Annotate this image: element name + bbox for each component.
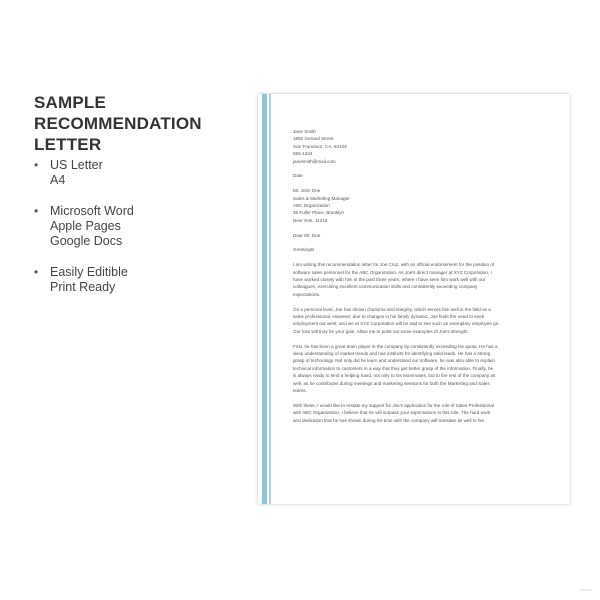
paragraph-4 <box>293 402 547 424</box>
letter-date: Date <box>293 173 303 179</box>
bullet-icon: • <box>34 204 39 218</box>
sender-street: 1882 Gerand Street <box>293 136 334 142</box>
paragraph-line: sales professional. However, due to changes in his family dynamic, Joe finds the need to seek <box>293 314 485 320</box>
feature-item: Apple Pages <box>50 219 121 233</box>
paragraph-line: First, he has been a great team player in the company by consistently exceeding his quota. He has a <box>293 343 498 349</box>
recipient-street: 35 Fuller Place, Brooklyn <box>293 210 345 216</box>
paragraph-line: With these, I would like to restate my support for Joe's application for the role of Sales Professional <box>293 402 494 408</box>
recipient-org: ABC Organization <box>293 203 330 209</box>
recipient-title: Sales & Marketing Manager <box>293 195 350 201</box>
paragraph-line: software sales personnel for the ABC Organization. As Joe's direct manager at XYZ Corporation, I <box>293 269 492 275</box>
paragraph-line: and dedication that he has shown during his time with the company will translate as well to his. <box>293 417 486 423</box>
paragraph-line: grasp of technology. Not only did he learn and understand our software, he was also able to explain <box>293 358 495 364</box>
paragraph-line: technical information to customers in a way that they get better grasp of the information. Finally, he <box>293 365 494 371</box>
greeting: Greetings! <box>293 247 315 253</box>
paragraph-1 <box>293 261 547 298</box>
accent-stripe-thin <box>269 94 271 504</box>
feature-item: Microsoft Word <box>50 204 134 218</box>
feature-item: A4 <box>50 173 66 187</box>
salutation: Dear Mr. Doe <box>293 232 321 238</box>
letter-preview <box>258 94 570 504</box>
feature-item: Easily Editible <box>50 265 128 279</box>
accent-stripe <box>262 94 267 504</box>
letter-body <box>293 128 547 432</box>
feature-item: Google Docs <box>50 234 123 248</box>
paragraph-line: have worked closely with him in the past three years, where I have seen him work well with our <box>293 277 486 283</box>
paragraph-line: Our loss will truly be your gain. Allow me to point out some examples of Joe's strength. <box>293 328 469 334</box>
paragraph-line: with ABC Organization. I believe that he will surpass your expectations in this role. The hard work <box>293 410 491 416</box>
feature-group-editing <box>34 265 254 295</box>
title-line-1: SAMPLE RECOMMENDATION <box>34 93 202 133</box>
paragraph-3 <box>293 343 547 395</box>
bullet-icon: • <box>34 158 39 172</box>
title-line-2: LETTER <box>34 135 102 154</box>
paragraph-line: well, as he contributes during meetings and marketing sessions for both the Marketing and Sales <box>293 380 490 386</box>
recipient-name: Mr. John Doe <box>293 188 321 194</box>
paragraph-line: teams. <box>293 388 307 394</box>
paragraph-line: employment out west, and we at XYZ Corporation will be sad to see such an exemplary employee go. <box>293 321 500 327</box>
sender-email: janesmith@mail.com <box>293 158 336 164</box>
paragraph-line: I am writing this recommendation letter for Joe Cruz, with an official endorsement for the position of <box>293 262 495 268</box>
paragraph-2 <box>293 306 547 336</box>
paragraph-line: deep understanding of market trends and has instincts for identifying solid leads. He has a strong <box>293 351 491 357</box>
sender-phone: 555-1234 <box>293 151 313 157</box>
feature-item: US Letter <box>50 158 103 172</box>
paragraph-line: is always ready to lend a helping hand, not only to his teammates, but to the rest of the company as <box>293 373 496 379</box>
feature-group-apps <box>34 204 254 249</box>
watermark: Pexels <box>579 587 592 592</box>
sender-city: San Francisco, CA, 94104 <box>293 143 347 149</box>
recipient-city: New York, 11215 <box>293 217 328 223</box>
paragraph-line: On a personal level, Joe has shown charisma and integrity, which serves him well in the field as a <box>293 306 491 312</box>
recipient-block <box>293 187 547 224</box>
feature-list <box>34 158 254 311</box>
sender-name: Jane Smith <box>293 129 316 134</box>
bullet-icon: • <box>34 265 39 279</box>
paragraph-line: expectations. <box>293 291 321 297</box>
paragraph-line: colleagues, exercising excellent communication skills and consistently exceeding company <box>293 284 478 290</box>
sender-block <box>293 128 547 165</box>
page-title <box>34 92 264 155</box>
feature-group-formats <box>34 158 254 188</box>
feature-item: Print Ready <box>50 280 116 294</box>
